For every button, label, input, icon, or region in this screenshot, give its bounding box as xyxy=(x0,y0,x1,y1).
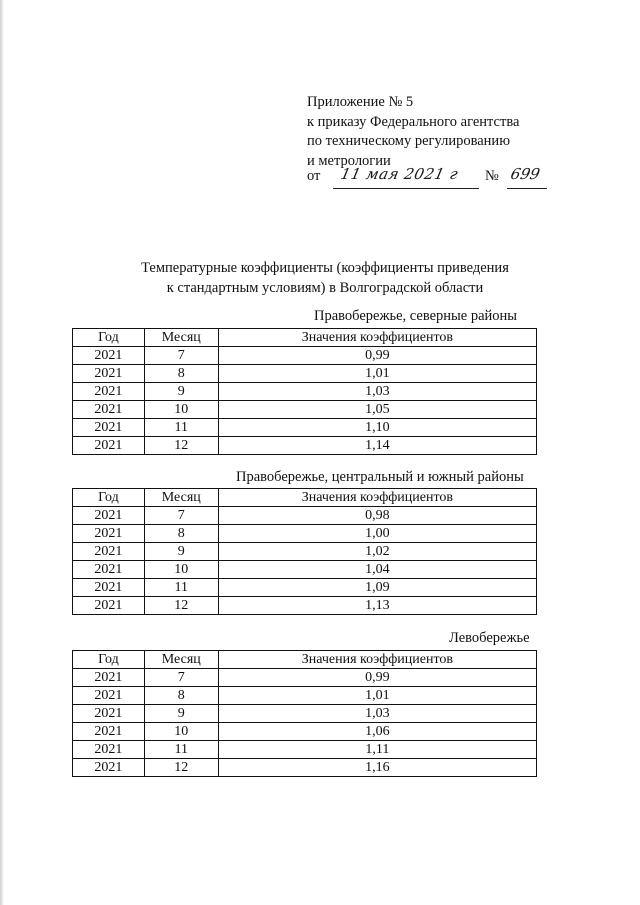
cell-value: 1,14 xyxy=(218,437,536,455)
table-row xyxy=(73,401,537,419)
column-header-month: Месяц xyxy=(144,329,218,347)
cell-value: 1,16 xyxy=(218,759,536,777)
cell-month: 7 xyxy=(144,669,218,687)
order-date-field xyxy=(333,166,479,189)
cell-month: 8 xyxy=(144,687,218,705)
table-row xyxy=(73,741,537,759)
cell-year: 2021 xyxy=(73,705,145,723)
table-row xyxy=(73,705,537,723)
table-body xyxy=(73,669,537,777)
cell-month: 12 xyxy=(144,437,218,455)
scan-edge-shadow xyxy=(0,0,4,905)
order-date-number-line xyxy=(307,166,607,190)
cell-month: 10 xyxy=(144,723,218,741)
cell-month: 12 xyxy=(144,759,218,777)
cell-year: 2021 xyxy=(73,579,145,597)
appendix-number: Приложение № 5 xyxy=(307,94,414,110)
cell-value: 0,99 xyxy=(218,347,536,365)
coefficients-table-north xyxy=(72,328,537,455)
column-header-value: Значения коэффициентов xyxy=(218,651,536,669)
cell-value: 1,01 xyxy=(218,365,536,383)
column-header-year: Год xyxy=(73,329,145,347)
cell-year: 2021 xyxy=(73,543,145,561)
table-row xyxy=(73,437,537,455)
coefficients-table-central-south xyxy=(72,488,537,615)
column-header-year: Год xyxy=(73,651,145,669)
cell-year: 2021 xyxy=(73,561,145,579)
table-row xyxy=(73,525,537,543)
cell-month: 9 xyxy=(144,705,218,723)
cell-year: 2021 xyxy=(73,401,145,419)
table-row xyxy=(73,383,537,401)
column-header-month: Месяц xyxy=(144,489,218,507)
cell-value: 1,06 xyxy=(218,723,536,741)
cell-year: 2021 xyxy=(73,437,145,455)
cell-value: 1,03 xyxy=(218,383,536,401)
cell-year: 2021 xyxy=(73,723,145,741)
cell-value: 1,00 xyxy=(218,525,536,543)
table-row xyxy=(73,507,537,525)
table-header-row xyxy=(73,489,537,507)
appendix-agency-line-end: и метрологии xyxy=(307,152,391,169)
table-row xyxy=(73,365,537,383)
table-row xyxy=(73,347,537,365)
column-header-value: Значения коэффициентов xyxy=(218,489,536,507)
table-row xyxy=(73,723,537,741)
table-body xyxy=(73,507,537,615)
table-row xyxy=(73,579,537,597)
cell-month: 11 xyxy=(144,741,218,759)
order-number-label: № xyxy=(485,168,499,184)
appendix-order-ref: к приказу Федерального агентства xyxy=(307,113,520,130)
table-header-row xyxy=(73,329,537,347)
document-title-line: Температурные коэффициенты (коэффициенты приведения xyxy=(141,260,509,276)
document-title xyxy=(100,259,550,298)
cell-value: 1,04 xyxy=(218,561,536,579)
order-number-field xyxy=(507,166,547,189)
cell-value: 1,10 xyxy=(218,419,536,437)
cell-month: 10 xyxy=(144,401,218,419)
cell-month: 12 xyxy=(144,597,218,615)
table-row xyxy=(73,561,537,579)
cell-year: 2021 xyxy=(73,759,145,777)
cell-year: 2021 xyxy=(73,383,145,401)
table-row xyxy=(73,669,537,687)
cell-year: 2021 xyxy=(73,419,145,437)
appendix-header xyxy=(307,93,607,171)
cell-year: 2021 xyxy=(73,525,145,543)
cell-year: 2021 xyxy=(73,507,145,525)
region-caption-central-south: Правобережье, центральный и южный районы xyxy=(236,469,524,485)
cell-year: 2021 xyxy=(73,741,145,759)
cell-month: 11 xyxy=(144,419,218,437)
cell-year: 2021 xyxy=(73,669,145,687)
region-caption-north: Правобережье, северные районы xyxy=(314,308,518,324)
cell-value: 1,01 xyxy=(218,687,536,705)
cell-year: 2021 xyxy=(73,597,145,615)
cell-month: 9 xyxy=(144,383,218,401)
table-row xyxy=(73,597,537,615)
cell-year: 2021 xyxy=(73,365,145,383)
cell-value: 1,09 xyxy=(218,579,536,597)
cell-year: 2021 xyxy=(73,347,145,365)
cell-month: 7 xyxy=(144,347,218,365)
column-header-month: Месяц xyxy=(144,651,218,669)
cell-value: 1,05 xyxy=(218,401,536,419)
cell-value: 0,99 xyxy=(218,669,536,687)
cell-month: 9 xyxy=(144,543,218,561)
coefficients-table-left-bank xyxy=(72,650,537,777)
cell-value: 1,13 xyxy=(218,597,536,615)
table-row xyxy=(73,759,537,777)
table-header-row xyxy=(73,651,537,669)
order-from-label: от xyxy=(307,168,321,184)
column-header-value: Значения коэффициентов xyxy=(218,329,536,347)
table-row xyxy=(73,419,537,437)
column-header-year: Год xyxy=(73,489,145,507)
cell-month: 10 xyxy=(144,561,218,579)
cell-month: 8 xyxy=(144,365,218,383)
document-title-line: к стандартным условиям) в Волгоградской области xyxy=(166,279,484,296)
cell-year: 2021 xyxy=(73,687,145,705)
cell-month: 8 xyxy=(144,525,218,543)
order-number-handwritten: 699 xyxy=(509,165,542,183)
table-row xyxy=(73,687,537,705)
order-date-handwritten: 11 мая 2021 г xyxy=(339,165,460,183)
cell-value: 1,11 xyxy=(218,741,536,759)
table-row xyxy=(73,543,537,561)
cell-value: 1,02 xyxy=(218,543,536,561)
appendix-agency-line: по техническому регулированию xyxy=(307,133,511,149)
cell-month: 11 xyxy=(144,579,218,597)
region-caption-left-bank: Левобережье xyxy=(449,630,530,646)
cell-month: 7 xyxy=(144,507,218,525)
cell-value: 1,03 xyxy=(218,705,536,723)
table-body xyxy=(73,347,537,455)
cell-value: 0,98 xyxy=(218,507,536,525)
